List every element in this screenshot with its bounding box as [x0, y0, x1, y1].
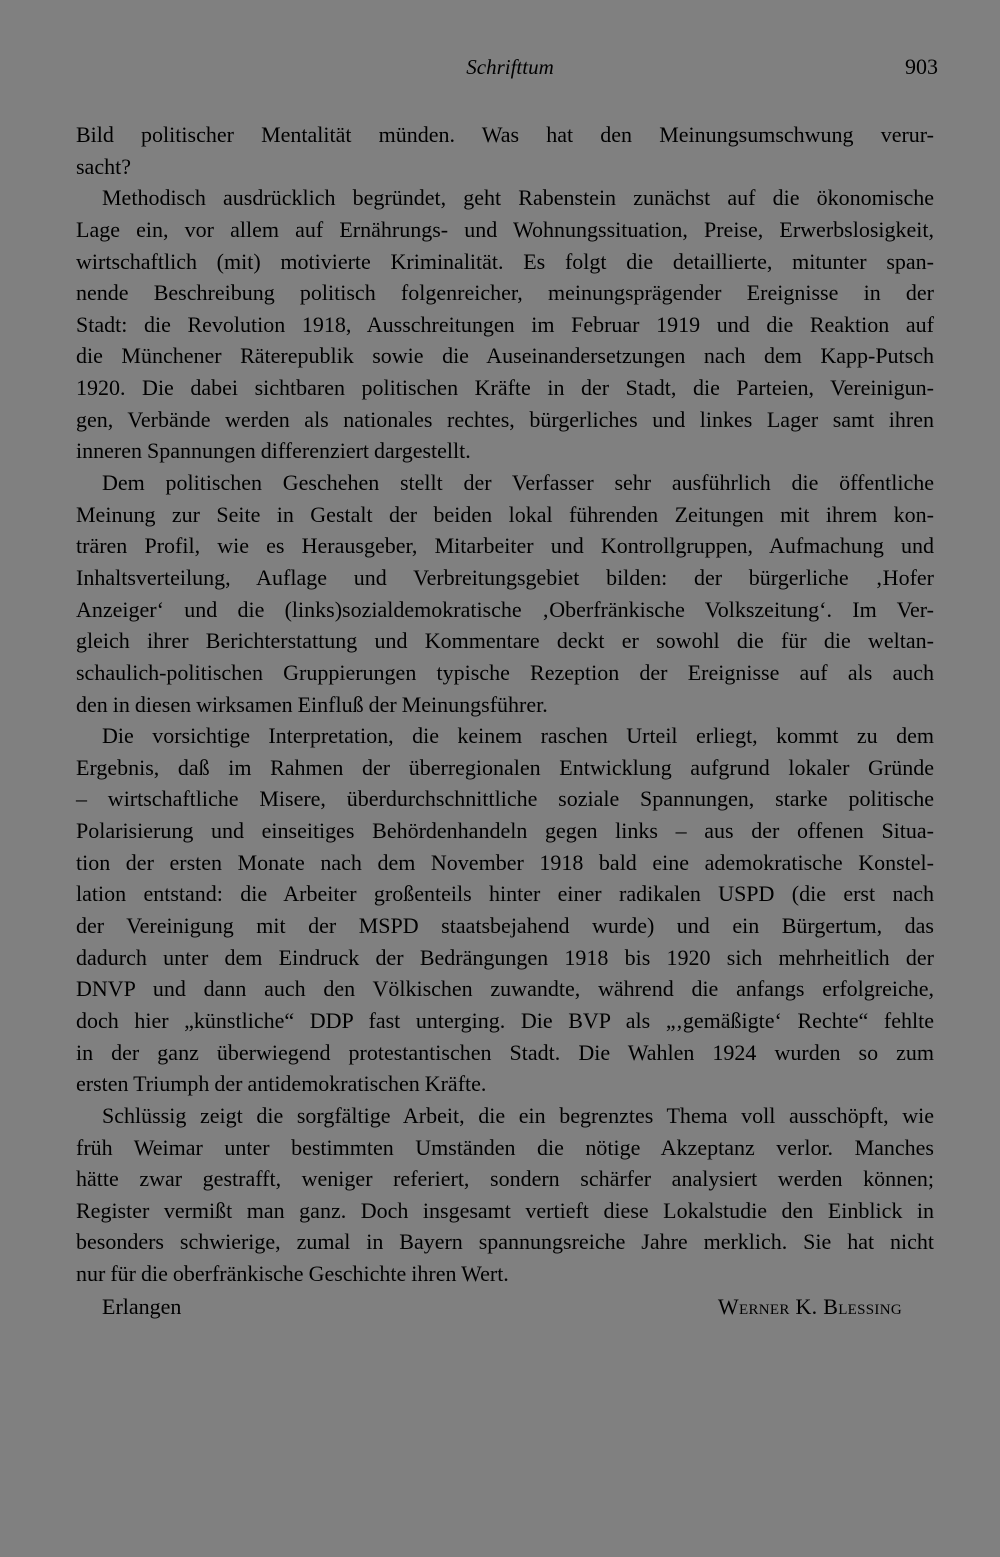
- paragraph: [76, 720, 934, 1100]
- text-line: den in diesen wirksamen Einfluß der Meinungsführer.: [76, 691, 548, 717]
- text-line: 1920. Die dabei sichtbaren politischen Kräfte in der Stadt, die Parteien, Vereinigun-: [76, 375, 934, 401]
- paragraph: [76, 119, 934, 182]
- text-line: – wirtschaftliche Misere, überdurchschnittliche soziale Spannungen, starke politische: [76, 786, 934, 812]
- text-line: sacht?: [76, 153, 131, 179]
- text-line: DNVP und dann auch den Völkischen zuwandte, während die anfangs erfolgreiche,: [76, 976, 934, 1002]
- text-line: Inhaltsverteilung, Auflage und Verbreitungsgebiet bilden: der bürgerliche ‚Hofer: [76, 564, 934, 590]
- paragraph: [76, 467, 934, 720]
- text-line: die Münchener Räterepublik sowie die Auseinandersetzungen nach dem Kapp-Putsch: [76, 343, 934, 369]
- text-line: doch hier „künstliche“ DDP fast unterging. Die BVP als „‚gemäßigte‘ Rechte“ fehlte: [76, 1007, 934, 1033]
- running-title: Schrifttum: [466, 55, 554, 79]
- text-line: nur für die oberfränkische Geschichte ihren Wert.: [76, 1261, 509, 1287]
- text-line: dadurch unter dem Eindruck der Bedrängungen 1918 bis 1920 sich mehrheitlich der: [76, 944, 934, 970]
- text-line: Die vorsichtige Interpretation, die keinem raschen Urteil erliegt, kommt zu dem: [102, 723, 934, 749]
- text-line: lation entstand: die Arbeiter großenteils hinter einer radikalen USPD (die erst nach: [76, 881, 934, 907]
- text-line: in der ganz überwiegend protestantischen Stadt. Die Wahlen 1924 wurden so zum: [76, 1039, 934, 1065]
- paragraph: [76, 182, 934, 467]
- text-line: Schlüssig zeigt die sorgfältige Arbeit, die ein begrenztes Thema voll ausschöpft, wie: [102, 1102, 934, 1128]
- text-line: inneren Spannungen differenziert dargestellt.: [76, 438, 471, 464]
- text-line: Register vermißt man ganz. Doch insgesamt vertieft diese Lokalstudie den Einblick in: [76, 1197, 934, 1223]
- text-line: nende Beschreibung politisch folgenreicher, meinungsprägender Ereignisse in der: [76, 280, 934, 306]
- review-body-text: [76, 119, 934, 1290]
- running-head: [0, 52, 1000, 82]
- text-line: Bild politischer Mentalität münden. Was hat den Meinungsumschwung verur-: [76, 122, 934, 147]
- signature-author: Werner K. Blessing: [717, 1294, 902, 1319]
- text-line: Lage ein, vor allem auf Ernährungs- und Wohnungssituation, Preise, Erwerbslosigkeit,: [76, 216, 934, 242]
- text-line: Meinung zur Seite in Gestalt der beiden lokal führenden Zeitungen mit ihrem kon-: [76, 501, 934, 527]
- signature-place: Erlangen: [102, 1294, 182, 1319]
- text-line: früh Weimar unter bestimmten Umständen die nötige Akzeptanz verlor. Manches: [76, 1134, 934, 1160]
- text-line: Polarisierung und einseitiges Behördenhandeln gegen links – aus der offenen Situa-: [76, 818, 934, 844]
- page-number: 903: [905, 54, 938, 79]
- review-signature: [102, 1291, 902, 1323]
- text-line: tion der ersten Monate nach dem November 1918 bald eine ademokratische Konstel-: [76, 849, 934, 875]
- text-line: trären Profil, wie es Herausgeber, Mitarbeiter und Kontrollgruppen, Aufmachung und: [76, 533, 934, 559]
- text-line: Anzeiger‘ und die (links)sozialdemokratische ‚Oberfränkische Volkszeitung‘. Im Ver-: [76, 596, 934, 622]
- text-line: hätte zwar gestrafft, weniger referiert, sondern schärfer analysiert werden können;: [76, 1166, 934, 1192]
- text-line: der Vereinigung mit der MSPD staatsbejahend wurde) und ein Bürgertum, das: [76, 913, 934, 939]
- text-line: Dem politischen Geschehen stellt der Verfasser sehr ausführlich die öffentliche: [102, 470, 934, 496]
- text-line: besonders schwierige, zumal in Bayern spannungsreiche Jahre merklich. Sie hat nicht: [76, 1229, 934, 1255]
- text-line: schaulich-politischen Gruppierungen typische Rezeption der Ereignisse auf als auch: [76, 659, 934, 685]
- text-line: ersten Triumph der antidemokratischen Kräfte.: [76, 1071, 487, 1097]
- text-line: wirtschaftlich (mit) motivierte Kriminalität. Es folgt die detaillierte, mitunter span-: [76, 248, 934, 274]
- text-line: gen, Verbände werden als nationales rechtes, bürgerliches und linkes Lager samt ihren: [76, 406, 934, 432]
- text-line: Stadt: die Revolution 1918, Ausschreitungen im Februar 1919 und die Reaktion auf: [76, 311, 934, 337]
- paragraph: [76, 1100, 934, 1290]
- text-line: Methodisch ausdrücklich begründet, geht Rabenstein zunächst auf die ökonomische: [102, 185, 934, 211]
- text-line: Ergebnis, daß im Rahmen der überregionalen Entwicklung aufgrund lokaler Gründe: [76, 754, 934, 780]
- text-line: gleich ihrer Berichterstattung und Kommentare deckt er sowohl die für die weltan-: [76, 628, 934, 654]
